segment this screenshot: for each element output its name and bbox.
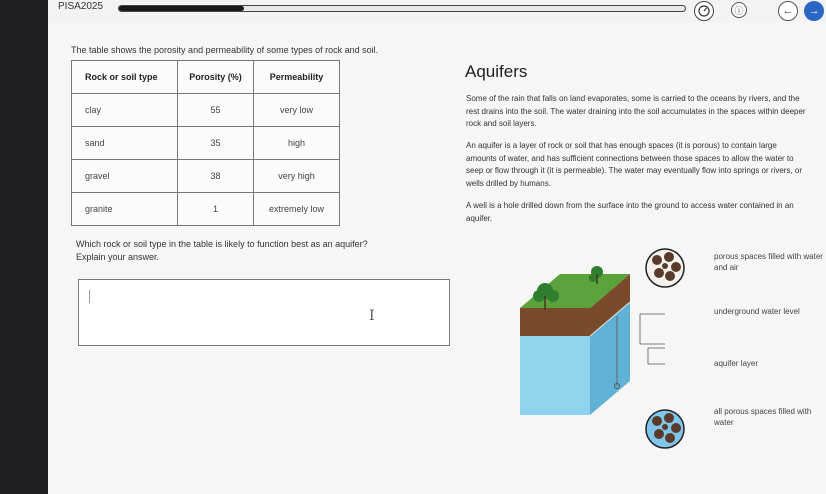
ibeam-cursor-icon: I — [369, 308, 375, 324]
cell-permeability: extremely low — [254, 193, 340, 226]
aquifers-paragraph-3: A well is a hole drilled down from the surface into the ground to access water contained in an aquifer. — [466, 201, 794, 223]
header-rock-type: Rock or soil type — [72, 61, 178, 94]
porous-sample-icons — [645, 246, 695, 456]
question-line: Which rock or soil type in the table is likely to function best as an aquifer? — [76, 239, 368, 249]
question-text — [76, 238, 456, 264]
table-intro: The table shows the porosity and permeability of some types of rock and soil. — [71, 45, 379, 55]
text-cursor — [89, 290, 90, 303]
cell-rock-type: clay — [72, 94, 178, 127]
label-porous-air — [714, 251, 823, 273]
cell-permeability: very high — [254, 160, 340, 193]
ground-cross-section-illustration — [465, 246, 665, 456]
cell-rock-type: gravel — [72, 160, 178, 193]
header-porosity: Porosity (%) — [178, 61, 254, 94]
label-filled-pores — [714, 406, 811, 428]
progress-fill — [119, 6, 244, 11]
label-line: water — [714, 418, 734, 427]
aquifers-paragraph-1: Some of the rain that falls on land evaporates, some is carried to the oceans by rivers, and the rest drains into the soil. The water draining into the soil accumulates in the spaces within deeper rock and soil layers. — [466, 94, 806, 128]
table-row — [72, 160, 340, 193]
cell-rock-type: sand — [72, 127, 178, 160]
cell-porosity: 1 — [178, 193, 254, 226]
cell-rock-type: granite — [72, 193, 178, 226]
table-row — [72, 94, 340, 127]
label-water-level: underground water level — [714, 307, 800, 316]
top-toolbar — [48, 0, 826, 22]
cell-porosity: 35 — [178, 127, 254, 160]
label-line: porous spaces filled with water — [714, 252, 823, 261]
cell-porosity: 55 — [178, 94, 254, 127]
label-line: and air — [714, 263, 739, 272]
next-button[interactable]: → — [804, 1, 824, 21]
header-permeability: Permeability — [254, 61, 340, 94]
table-row — [72, 127, 340, 160]
aquifers-paragraph-2: An aquifer is a layer of rock or soil that has enough spaces (it is porous) to contain large amounts of water, and has sufficient connections between those spaces to allow the water to seep or flow through it (it is permeable). The water may eventually flow into springs or rivers, or wells drilled by humans. — [466, 141, 802, 188]
rock-table — [71, 60, 340, 226]
timer-icon[interactable] — [694, 1, 714, 21]
question-instruction: Explain your answer. — [76, 252, 160, 262]
cell-permeability: high — [254, 127, 340, 160]
label-line: all porous spaces filled with — [714, 407, 812, 416]
progress-bar — [118, 5, 686, 12]
answer-input[interactable] — [78, 279, 450, 346]
label-aquifer-layer: aquifer layer — [714, 359, 759, 368]
back-button[interactable]: ← — [778, 1, 798, 21]
aquifers-title: Aquifers — [465, 62, 528, 81]
table-header-row — [72, 61, 340, 94]
cell-permeability: very low — [254, 94, 340, 127]
brand-label: PISA2025 — [58, 1, 104, 12]
info-icon[interactable]: ⓘ — [731, 2, 747, 18]
aquifer-diagram — [465, 246, 825, 456]
table-row — [72, 193, 340, 226]
cell-porosity: 38 — [178, 160, 254, 193]
screen — [48, 0, 826, 494]
